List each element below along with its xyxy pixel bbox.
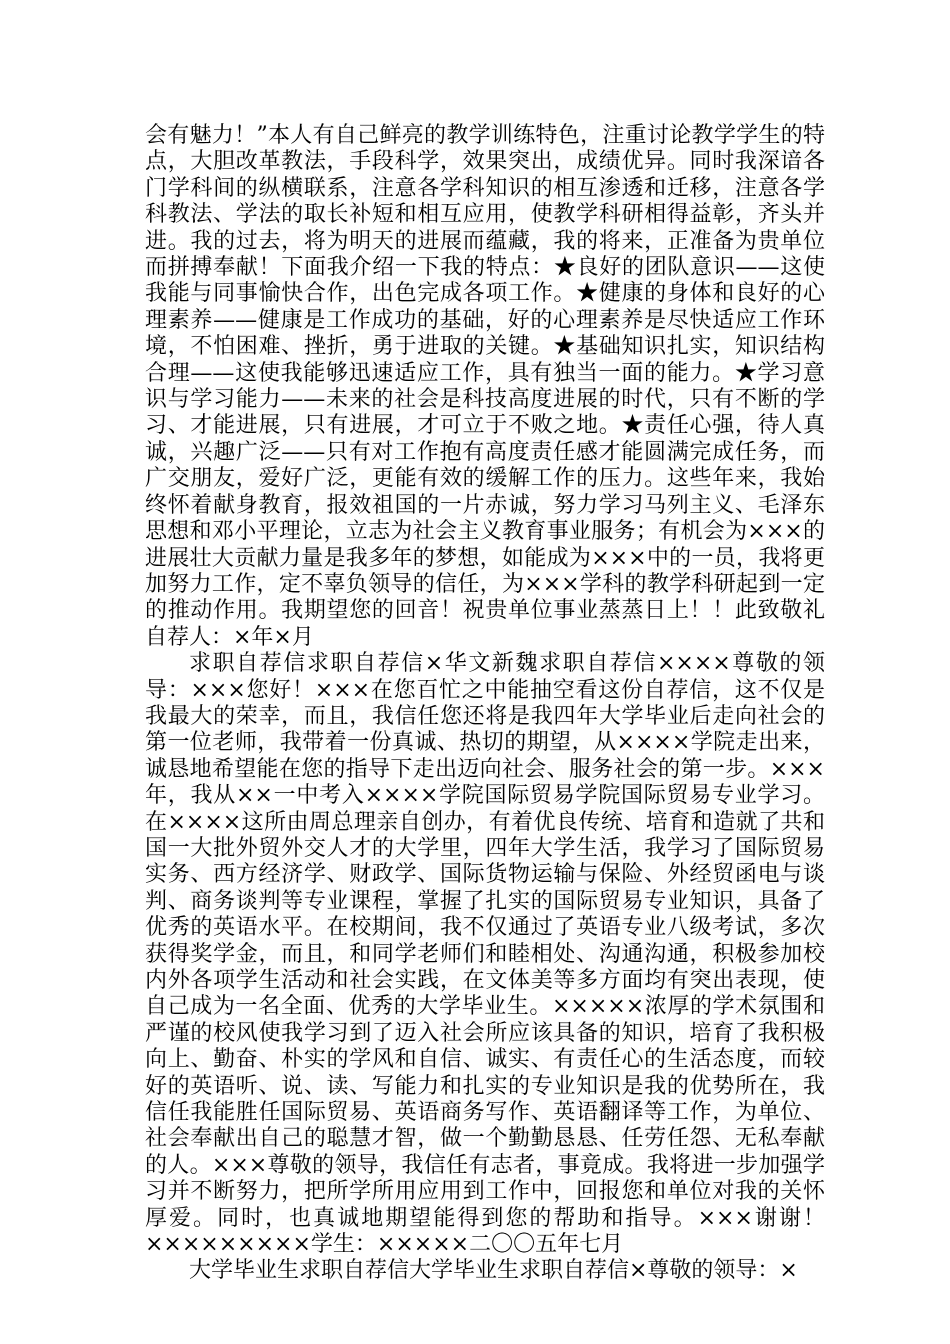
- paragraph-2: 求职自荐信求职自荐信×华文新魏求职自荐信××××尊敬的领导：×××您好！×××在您百忙之中能抽空看这份自荐信，这不仅是我最大的荣幸，而且，我信任您还将是我四年大学毕业后走向社会的第一位老师，我带着一份真诚、热切的期望，从××××学院走出来，诚恳地希望能在您的指导下走出迈向社会、服务社会的第一步。×××年，我从××一中考入××××学院国际贸易学院国际贸易专业学习。在××××这所由周总理亲自创办，有着优良传统、培育和造就了共和国一大批外贸外交人才的大学里，四年大学生活，我学习了国际贸易实务、西方经济学、财政学、国际货物运输与保险、外经贸函电与谈判、商务谈判等专业课程，掌握了扎实的国际贸易专业知识，具备了优秀的英语水平。在校期间，我不仅通过了英语专业八级考试，多次获得奖学金，而且，和同学老师们和睦相处、沟通沟通，积极参加校内外各项学生活动和社会实践，在文体美等多方面均有突出表现，使自己成为一名全面、优秀的大学毕业生。×××××浓厚的学术氛围和严谨的校风使我学习到了迈入社会所应该具备的知识，培育了我积极向上、勤奋、朴实的学风和自信、诚实、有责任心的生活态度，而较好的英语听、说、读、写能力和扎实的专业知识是我的优势所在，我信任我能胜任国际贸易、英语商务写作、英语翻译等工作，为单位、社会奉献出自己的聪慧才智，做一个勤勤恳恳、任劳任怨、无私奉献的人。×××尊敬的领导，我信任有志者，事竟成。我将进一步加强学习并不断努力，把所学所用应用到工作中，回报您和单位对我的关怀厚爱。同时，也真诚地期望能得到您的帮助和指导。×××谢谢！×××××××××学生：×××××二〇〇五年七月: [145, 651, 825, 1258]
- paragraph-1: 会有魅力！”本人有自己鲜亮的教学训练特色，注重讨论教学学生的特点，大胆改革教法，手段科学，效果突出，成绩优异。同时我深谙各门学科间的纵横联系，注意各学科知识的相互渗透和迁移，注意各学科教法、学法的取长补短和相互应用，使教学科研相得益彰，齐头并进。我的过去，将为明天的进展而蕴藏，我的将来，正准备为贵单位而拼搏奉献！下面我介绍一下我的特点：★良好的团队意识——这使我能与同事愉快合作，出色完成各项工作。★健康的身体和良好的心理素养——健康是工作成功的基础，好的心理素养是尽快适应工作环境，不怕困难、挫折，勇于进取的关键。★基础知识扎实，知识结构合理——这使我能够迅速适应工作，具有独当一面的能力。★学习意识与学习能力——未来的社会是科技高度进展的时代，只有不断的学习、才能进展，只有进展，才可立于不败之地。★责任心强，待人真诚，兴趣广泛——只有对工作抱有高度责任感才能圆满完成任务，而广交朋友，爱好广泛，更能有效的缓解工作的压力。这些年来，我始终怀着献身教育，报效祖国的一片赤诚，努力学习马列主义、毛泽东思想和邓小平理论，立志为社会主义教育事业服务；有机会为×××的进展壮大贡献力量是我多年的梦想，如能成为×××中的一员，我将更加努力工作，定不辜负领导的信任，为×××学科的教学科研起到一定的推动作用。我期望您的回音！祝贵单位事业蒸蒸日上！！此致敬礼自荐人：×年×月: [145, 123, 825, 650]
- document-page: [145, 123, 825, 1285]
- paragraph-3: 大学毕业生求职自荐信大学毕业生求职自荐信×尊敬的领导：×: [189, 1258, 798, 1284]
